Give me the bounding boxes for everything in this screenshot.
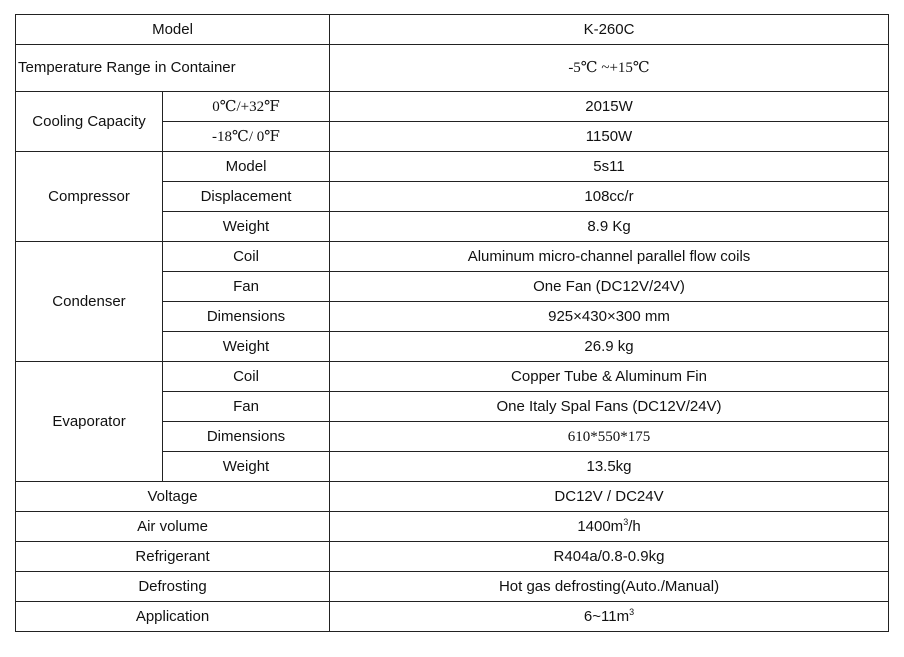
compressor-attr-value: 8.9 Kg <box>330 212 889 242</box>
air-volume-value <box>330 512 889 542</box>
cooling-condition: -18℃/ 0℉ <box>163 122 330 152</box>
voltage-value: DC12V / DC24V <box>330 482 889 512</box>
cooling-condition: 0℃/+32℉ <box>163 92 330 122</box>
table-row <box>16 152 889 182</box>
cubic-superscript: 3 <box>623 516 629 527</box>
air-volume-suffix: /h <box>628 517 641 535</box>
model-value: K-260C <box>330 15 889 45</box>
table-row <box>16 362 889 392</box>
application-value <box>330 602 889 632</box>
cooling-value: 1150W <box>330 122 889 152</box>
cooling-value: 2015W <box>330 92 889 122</box>
specification-table <box>15 14 889 632</box>
compressor-attr-value: 5s11 <box>330 152 889 182</box>
table-row <box>16 242 889 272</box>
table-row <box>16 512 889 542</box>
condenser-attr-value: 925×430×300 mm <box>330 302 889 332</box>
evaporator-attr-name: Fan <box>163 392 330 422</box>
temperature-range-label: Temperature Range in Container <box>16 45 330 92</box>
condenser-attr-name: Weight <box>163 332 330 362</box>
evaporator-attr-value: Copper Tube & Aluminum Fin <box>330 362 889 392</box>
compressor-attr-name: Weight <box>163 212 330 242</box>
evaporator-attr-value: One Italy Spal Fans (DC12V/24V) <box>330 392 889 422</box>
condenser-attr-name: Dimensions <box>163 302 330 332</box>
air-volume-number: 1400m <box>577 517 624 535</box>
model-label: Model <box>16 15 330 45</box>
table-row <box>16 92 889 122</box>
table-row <box>16 45 889 92</box>
evaporator-attr-name: Coil <box>163 362 330 392</box>
condenser-attr-name: Coil <box>163 242 330 272</box>
defrosting-value: Hot gas defrosting(Auto./Manual) <box>330 572 889 602</box>
table-row <box>16 15 889 45</box>
table-row <box>16 542 889 572</box>
evaporator-attr-name: Dimensions <box>163 422 330 452</box>
refrigerant-label: Refrigerant <box>16 542 330 572</box>
condenser-attr-value: 26.9 kg <box>330 332 889 362</box>
refrigerant-value: R404a/0.8-0.9kg <box>330 542 889 572</box>
compressor-attr-name: Displacement <box>163 182 330 212</box>
temperature-range-value: -5℃ ~+15℃ <box>330 45 889 92</box>
compressor-attr-value: 108cc/r <box>330 182 889 212</box>
evaporator-attr-value: 610*550*175 <box>330 422 889 452</box>
cubic-superscript: 3 <box>629 606 635 617</box>
voltage-label: Voltage <box>16 482 330 512</box>
condenser-attr-value: One Fan (DC12V/24V) <box>330 272 889 302</box>
condenser-attr-value: Aluminum micro-channel parallel flow coils <box>330 242 889 272</box>
application-number: 6~11m <box>583 607 630 625</box>
application-label: Application <box>16 602 330 632</box>
compressor-label: Compressor <box>16 152 163 242</box>
condenser-label: Condenser <box>16 242 163 362</box>
air-volume-label: Air volume <box>16 512 330 542</box>
table-row <box>16 482 889 512</box>
evaporator-attr-value: 13.5kg <box>330 452 889 482</box>
table-row <box>16 602 889 632</box>
compressor-attr-name: Model <box>163 152 330 182</box>
condenser-attr-name: Fan <box>163 272 330 302</box>
evaporator-label: Evaporator <box>16 362 163 482</box>
evaporator-attr-name: Weight <box>163 452 330 482</box>
defrosting-label: Defrosting <box>16 572 330 602</box>
cooling-capacity-label: Cooling Capacity <box>16 92 163 152</box>
table-row <box>16 572 889 602</box>
